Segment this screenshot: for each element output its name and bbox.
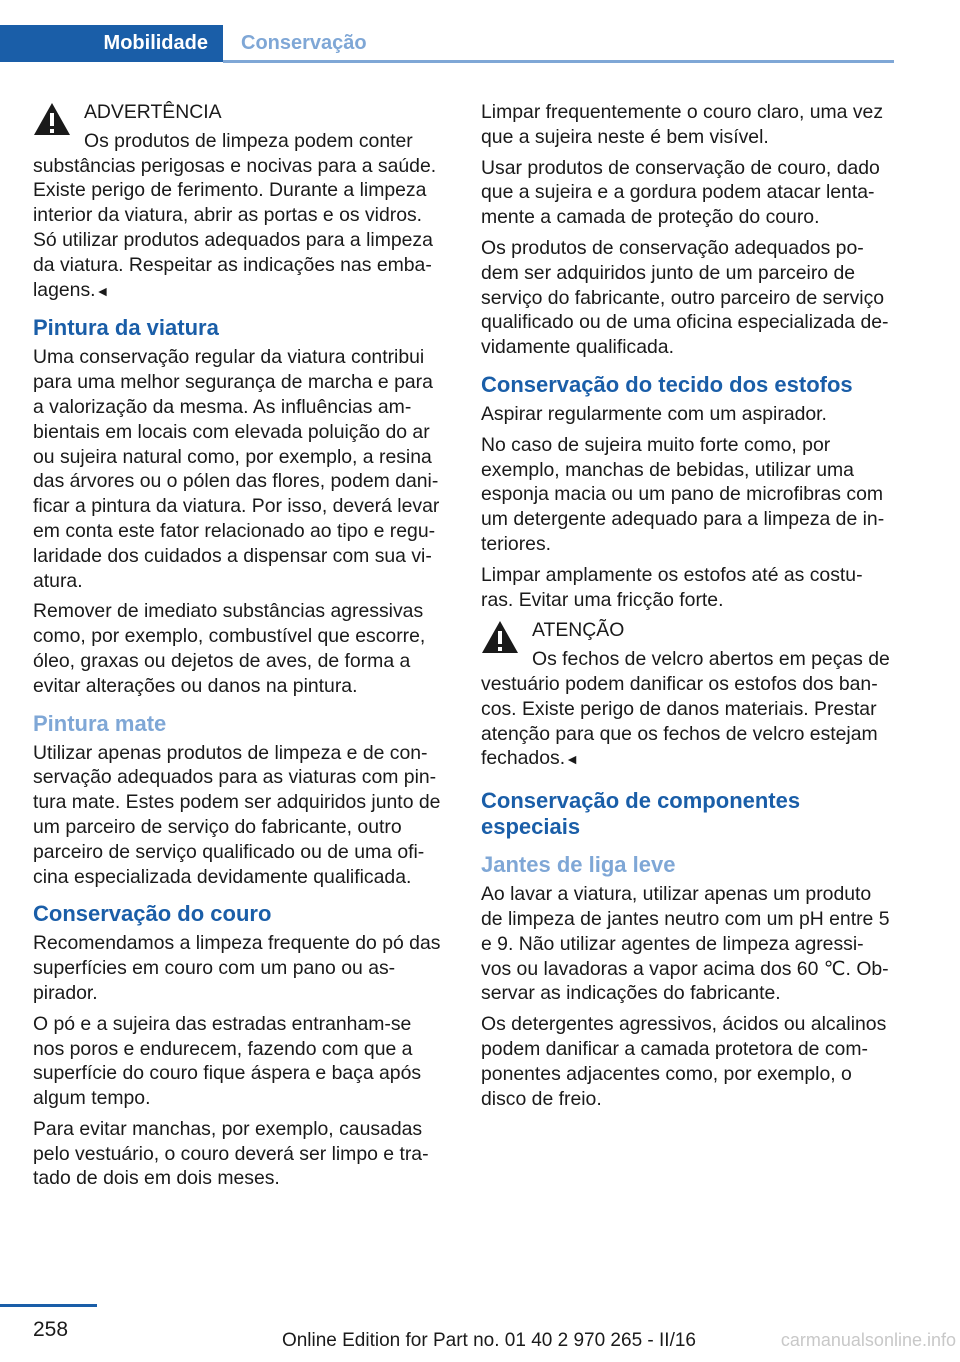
- paragraph: Ao lavar a viatura, utilizar apenas um produto de limpeza de jantes neutro com um pH entre 5 e 9. Não utilizar agentes de limpeza agressi- vos ou lavadoras a vapor acima dos 60 ℃. Ob- servar as indicações do fabricante.: [481, 883, 890, 1005]
- heading-pintura-viatura: Pintura da viatura: [33, 315, 219, 341]
- tab-mobilidade[interactable]: [0, 25, 223, 62]
- left-column: [33, 100, 446, 1197]
- page-number: 258: [33, 1318, 69, 1341]
- end-mark: ◄: [565, 751, 579, 768]
- header-divider: [223, 60, 894, 63]
- edition-info: Online Edition for Part no. 01 40 2 970 265 - II/16: [281, 1330, 696, 1351]
- warning-text-rest: substâncias perigosas e nocivas para a saúde. Existe perigo de ferimento. Durante a limpeza interior da viatura, abrir as portas e os vidros. Só utilizar produtos adequados para a limpeza da viatura. Respeitar as indicações nas emba- lagens.: [33, 154, 437, 301]
- warning-text-first: Os produtos de limpeza podem conter: [84, 129, 413, 152]
- heading-conservacao-tecido: Conservação do tecido dos estofos: [481, 371, 853, 397]
- paragraph: Para evitar manchas, por exemplo, causadas pelo vestuário, o couro deverá ser limpo e tra- tado de dois em dois meses.: [33, 1117, 429, 1190]
- paragraph: Limpar frequentemente o couro claro, uma vez que a sujeira neste é bem visível.: [481, 101, 884, 148]
- heading-pintura-mate: Pintura mate: [33, 710, 167, 736]
- heading-componentes-especiais: Conservação de componentes especiais: [481, 788, 801, 840]
- caution-box: [481, 618, 894, 772]
- caution-text-first: Os fechos de velcro abertos em peças de: [532, 648, 890, 671]
- tab-conservacao-label: Conservação: [241, 32, 367, 54]
- end-mark: ◄: [95, 282, 110, 299]
- paragraph: Remover de imediato substâncias agressivas como, por exemplo, combustível que escorre, óleo, graxas ou dejetos de aves, de forma a evitar alterações ou danos na pintura.: [33, 600, 426, 697]
- caution-text: [481, 672, 894, 772]
- tab-conservacao[interactable]: [223, 25, 894, 62]
- paragraph: Usar produtos de conservação de couro, dado que a sujeira e a gordura podem atacar lenta- mente a camada de proteção do couro.: [481, 156, 880, 229]
- paragraph: Limpar amplamente os estofos até as costu- ras. Evitar uma fricção forte.: [481, 563, 863, 611]
- warning-triangle-icon: [33, 102, 71, 136]
- paragraph: Os detergentes agressivos, ácidos ou alcalinos podem danificar a camada protetora de com- ponentes adjacentes como, por exemplo, o disco de freio.: [481, 1013, 887, 1110]
- warning-box: [33, 100, 446, 303]
- right-column: [481, 100, 894, 1117]
- paragraph: Utilizar apenas produtos de limpeza e de con- servação adequados para as viaturas com pin- tura mate. Estes podem ser adquiridos junto de um parceiro de serviço do fabricante, outro parceiro de serviço qualificado ou de uma ofi- cina especializada devidamente qualificada.: [33, 741, 441, 888]
- heading-jantes-liga-leve: Jantes de liga leve: [481, 852, 676, 878]
- paragraph: Uma conservação regular da viatura contribui para uma melhor segurança de marcha e para a valorização da mesma. As influências am- bientais em locais com elevada poluição do ar ou sujeira natural como, por exemplo, a resina das árvores ou o pólen das flores, podem dani- ficar a pintura da viatura. Por isso, deverá levar em conta este fator relacionado ao tipo e regu- laridade dos cuidados a dispensar com sua vi- atura.: [33, 346, 440, 592]
- warning-text: [33, 154, 446, 304]
- paragraph: O pó e a sujeira das estradas entranham-se nos poros e endurecem, fazendo com que a superfície do couro fique áspera e baça após algum tempo.: [33, 1012, 422, 1110]
- watermark: carmanualsonline.info: [780, 1330, 956, 1350]
- paragraph: Os produtos de conservação adequados po- dem ser adquiridos junto de um parceiro de serviço do fabricante, outro parceiro de serviço qualificado ou de uma oficina especializada de- vidamente qualificada.: [481, 236, 889, 359]
- paragraph: Aspirar regularmente com um aspirador.: [481, 402, 827, 425]
- tab-mobilidade-label: Mobilidade: [103, 32, 208, 54]
- heading-conservacao-couro: Conservação do couro: [33, 901, 272, 927]
- paragraph: No caso de sujeira muito forte como, por exemplo, manchas de bebidas, utilizar uma esponja macia ou um pano de microfibras com um detergente adequado para a limpeza de in- teriores.: [481, 433, 885, 555]
- footer-divider: [0, 1304, 97, 1307]
- caution-text-rest: vestuário podem danificar os estofos dos ban- cos. Existe perigo de danos materiais. Prestar atenção para que os fechos de velcro estejam fechados.: [481, 672, 878, 770]
- paragraph: Recomendamos a limpeza frequente do pó das superfícies em couro com um pano ou as- pirador.: [33, 932, 441, 1004]
- caution-triangle-icon: [481, 620, 519, 654]
- warning-title: ADVERTÊNCIA: [84, 101, 222, 123]
- caution-title: ATENÇÃO: [532, 619, 625, 642]
